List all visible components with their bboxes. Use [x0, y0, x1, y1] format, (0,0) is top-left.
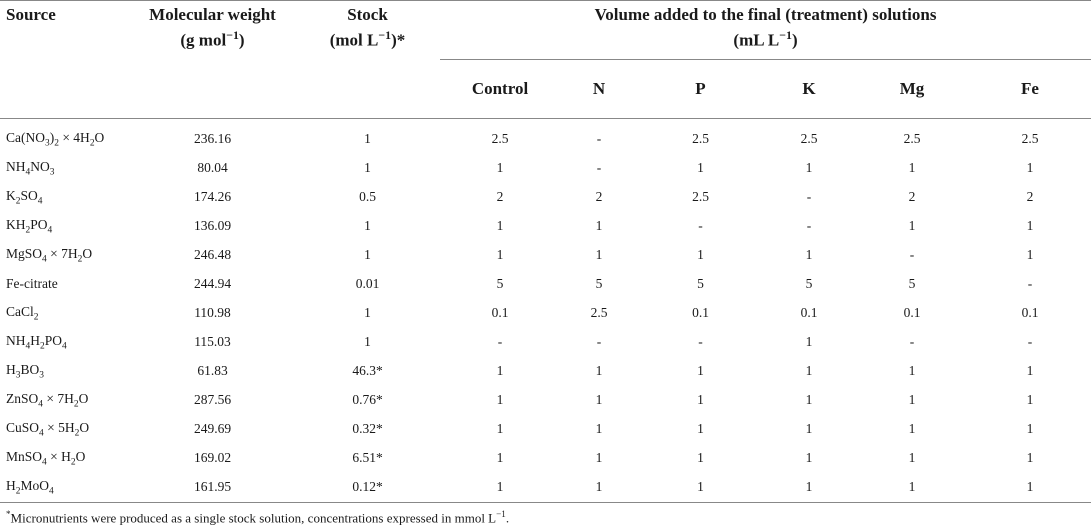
cell-stock: 1 [364, 334, 371, 350]
cell-volume-mg: 1 [908, 479, 916, 495]
cell-source: MgSO$_4$ × $7H_2O$ [6, 245, 93, 265]
cell-volume-p: 1 [697, 392, 704, 408]
cell-stock: 0.12* [352, 479, 383, 495]
cell-molecular-weight: 287.56 [193, 392, 232, 408]
footnote: *Micronutrients were produced as a single stock solution, concentrations expressed in mmol $L^{-1}$. [6, 509, 510, 526]
cell-volume-mg: 2 [908, 189, 916, 205]
cell-volume-p: 2.5 [692, 131, 709, 147]
cell-volume-mg: 1 [908, 363, 916, 379]
cell-molecular-weight: 249.69 [193, 421, 232, 437]
cell-source: CuSO$_4$ × $5H_2O$ [6, 419, 90, 439]
table-row [0, 386, 1091, 415]
cell-stock: 0.76* [352, 392, 383, 408]
cell-volume-p: - [698, 218, 703, 234]
cell-volume-fe: - [1027, 334, 1033, 350]
cell-volume-k: 1 [805, 421, 813, 437]
cell-volume-control: 2.5 [491, 131, 509, 147]
cell-volume-control: 1 [496, 479, 504, 495]
table-row [0, 154, 1091, 183]
cell-molecular-weight: 169.02 [193, 450, 232, 466]
cell-molecular-weight: 136.09 [193, 218, 232, 234]
header-treatment-k: K [763, 59, 855, 118]
cell-volume-control: - [497, 334, 503, 350]
cell-volume-n: 1 [595, 218, 603, 234]
table-row [0, 415, 1091, 444]
cell-volume-p: 5 [697, 276, 704, 292]
header-row [0, 1, 1091, 60]
cell-source: MnSO$_4$ × $H_2O$ [6, 448, 86, 468]
header-source: Source [0, 1, 130, 119]
cell-volume-p: 1 [697, 450, 704, 466]
cell-volume-mg: 1 [908, 218, 916, 234]
cell-source: $H_3BO_3$ [6, 361, 44, 381]
cell-volume-k: 1 [805, 392, 813, 408]
header-treatment-p: P [638, 59, 763, 118]
cell-volume-fe: 2.5 [1021, 131, 1039, 147]
cell-volume-k: 5 [805, 276, 813, 292]
cell-volume-k: 0.1 [800, 305, 818, 321]
cell-volume-p: 1 [697, 363, 704, 379]
cell-volume-control: 1 [496, 160, 504, 176]
cell-molecular-weight: 61.83 [197, 363, 228, 379]
cell-source: ZnSO$_4$ × $7H_2O$ [6, 390, 89, 410]
cell-volume-p: 1 [697, 479, 704, 495]
cell-molecular-weight: 161.95 [193, 479, 232, 495]
header-treatment-control: Control [440, 59, 560, 118]
table-row [0, 299, 1091, 328]
cell-volume-mg: 1 [908, 421, 916, 437]
cell-volume-k: 1 [805, 450, 813, 466]
cell-volume-n: 1 [595, 392, 603, 408]
cell-volume-n: 2.5 [590, 305, 608, 321]
cell-volume-fe: 1 [1026, 421, 1034, 437]
cell-molecular-weight: 236.16 [193, 131, 232, 147]
cell-stock: 1 [364, 305, 371, 321]
cell-volume-n: 2 [595, 189, 603, 205]
table-row [0, 444, 1091, 473]
cell-molecular-weight: 110.98 [194, 305, 231, 321]
header-volume-added: Volume added to the final (treatment) solutions (mL $L^{-1}$) [440, 1, 1091, 60]
cell-volume-k: - [806, 189, 812, 205]
cell-stock: 1 [364, 131, 371, 147]
cell-volume-mg: 1 [908, 160, 916, 176]
cell-volume-k: 2.5 [800, 131, 818, 147]
cell-volume-control: 5 [496, 276, 504, 292]
cell-volume-fe: 1 [1026, 247, 1034, 263]
cell-volume-control: 2 [496, 189, 504, 205]
table-row [0, 270, 1091, 299]
header-molecular-weight: Molecular weight (g mol$^{-1}$) [130, 1, 295, 119]
cell-volume-n: 1 [595, 450, 603, 466]
table-row [0, 328, 1091, 357]
cell-stock: 1 [364, 160, 371, 176]
cell-volume-control: 1 [496, 392, 504, 408]
cell-volume-n: 1 [595, 247, 603, 263]
cell-volume-fe: 2 [1026, 189, 1034, 205]
header-treatment-n: N [560, 59, 638, 118]
cell-volume-fe: - [1027, 276, 1033, 292]
table-row [0, 241, 1091, 270]
cell-stock: 0.32* [352, 421, 383, 437]
table-row [0, 118, 1091, 154]
cell-molecular-weight: 246.48 [193, 247, 232, 263]
cell-volume-k: 1 [805, 160, 813, 176]
cell-molecular-weight: 174.26 [193, 189, 232, 205]
header-treatment-fe: Fe [969, 59, 1091, 118]
cell-volume-k: 1 [805, 247, 813, 263]
cell-volume-mg: 1 [908, 450, 916, 466]
cell-volume-mg: 0.1 [903, 305, 921, 321]
cell-stock: 0.01 [355, 276, 380, 292]
header-stock: Stock (mol $L^{-1})*$ [295, 1, 440, 119]
cell-volume-mg: 5 [908, 276, 916, 292]
cell-volume-mg: - [909, 334, 915, 350]
cell-volume-fe: 1 [1026, 218, 1034, 234]
cell-molecular-weight: 244.94 [193, 276, 232, 292]
cell-volume-mg: 2.5 [903, 131, 921, 147]
cell-volume-p: 1 [697, 247, 704, 263]
cell-volume-control: 1 [496, 363, 504, 379]
cell-volume-fe: 1 [1026, 160, 1034, 176]
cell-volume-mg: - [909, 247, 915, 263]
cell-molecular-weight: 80.04 [197, 160, 228, 176]
cell-source: $H_2MoO_4$ [6, 477, 54, 497]
cell-volume-mg: 1 [908, 392, 916, 408]
header-treatment-mg: Mg [855, 59, 969, 118]
table-row [0, 357, 1091, 386]
cell-source: $K_2SO_4$ [6, 187, 43, 207]
cell-volume-n: 1 [595, 363, 603, 379]
cell-volume-n: - [596, 334, 602, 350]
cell-volume-fe: 1 [1026, 392, 1034, 408]
cell-source: $NH_4H_2PO_4$ [6, 332, 67, 352]
cell-source: $NH_4NO_3$ [6, 158, 55, 178]
cell-stock: 1 [364, 218, 371, 234]
cell-volume-k: - [806, 218, 812, 234]
cell-volume-p: 0.1 [692, 305, 709, 321]
table-row [0, 212, 1091, 241]
cell-volume-control: 1 [496, 247, 504, 263]
cell-volume-fe: 1 [1026, 450, 1034, 466]
cell-volume-n: - [596, 160, 602, 176]
cell-volume-n: 5 [595, 276, 603, 292]
cell-volume-n: - [596, 131, 602, 147]
cell-source: Fe-citrate [6, 276, 58, 292]
cell-volume-k: 1 [805, 334, 813, 350]
cell-source: $Ca(NO_3)_2 \times 4H_2O$ [6, 129, 105, 149]
cell-volume-n: 1 [595, 479, 603, 495]
cell-volume-p: 1 [697, 160, 704, 176]
cell-volume-p: 2.5 [692, 189, 709, 205]
cell-volume-k: 1 [805, 363, 813, 379]
cell-volume-control: 1 [496, 218, 504, 234]
cell-volume-control: 1 [496, 450, 504, 466]
table-row [0, 183, 1091, 212]
table-body [0, 118, 1091, 502]
cell-volume-p: - [698, 334, 703, 350]
cell-stock: 46.3* [352, 363, 383, 379]
cell-volume-fe: 1 [1026, 479, 1034, 495]
cell-stock: 1 [364, 247, 371, 263]
cell-source: CaCl$_2$ [6, 303, 39, 323]
cell-volume-n: 1 [595, 421, 603, 437]
cell-volume-control: 1 [496, 421, 504, 437]
cell-volume-fe: 1 [1026, 363, 1034, 379]
table-row [0, 473, 1091, 503]
cell-volume-k: 1 [805, 479, 813, 495]
cell-volume-p: 1 [697, 421, 704, 437]
cell-molecular-weight: 115.03 [194, 334, 231, 350]
cell-source: $KH_2PO_4$ [6, 216, 53, 236]
cell-volume-fe: 0.1 [1021, 305, 1039, 321]
cell-volume-control: 0.1 [491, 305, 509, 321]
cell-stock: 6.51* [352, 450, 383, 466]
cell-stock: 0.5 [359, 189, 376, 205]
